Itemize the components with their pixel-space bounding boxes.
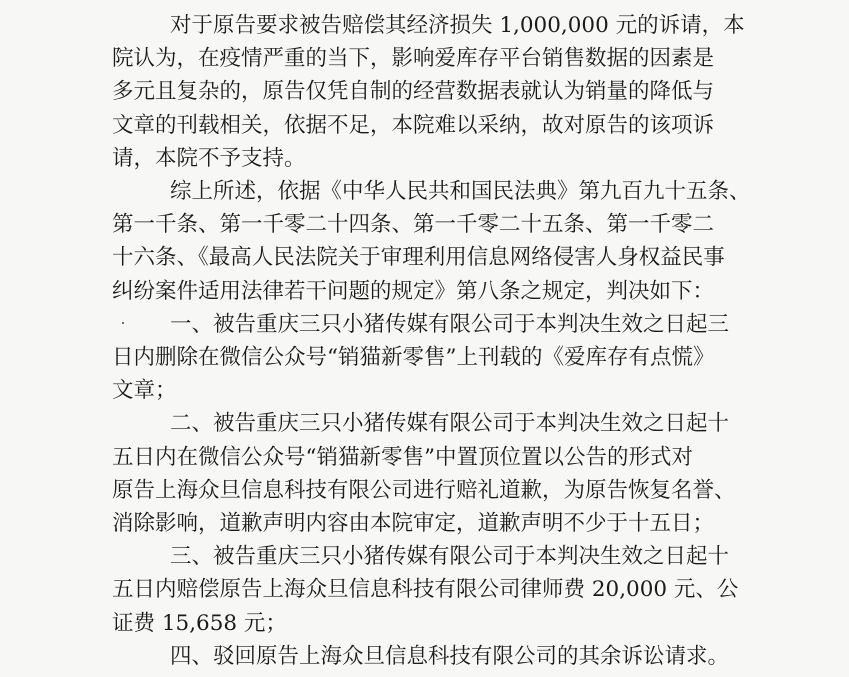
paragraph-line-5: 请，本院不予支持。 — [112, 145, 306, 171]
judgment-item-2-line-3: 原告上海众旦信息科技有限公司进行赔礼道歉，为原告恢复名誉、 — [112, 477, 736, 503]
judgment-item-2-line-2: 五日内在微信公众号“销猫新零售”中置顶位置以公告的形式对 — [112, 444, 693, 470]
judgment-item-2-line-1: 二、被告重庆三只小猪传媒有限公司于本判决生效之日起十 — [170, 411, 730, 437]
paragraph-line-3: 多元且复杂的，原告仅凭自制的经营数据表就认为销量的降低与 — [112, 79, 715, 105]
judgment-item-3-line-3: 证费 15,658 元； — [112, 610, 287, 636]
margin-mark — [122, 322, 124, 324]
judgment-item-3-line-1: 三、被告重庆三只小猪传媒有限公司于本判决生效之日起十 — [170, 544, 730, 570]
judgment-item-4: 四、驳回原告上海众旦信息科技有限公司的其余诉讼请求。 — [170, 643, 730, 669]
paragraph-line-8: 十六条、《最高人民法院关于审理利用信息网络侵害人身权益民事 — [112, 245, 725, 271]
judgment-item-1-line-2: 日内删除在微信公众号“销猫新零售”上刊载的《爱库存有点慌》 — [112, 345, 715, 370]
judgment-item-3-line-2: 五日内赔偿原告上海众旦信息科技有限公司律师费 20,000 元、公 — [112, 577, 739, 603]
paragraph-line-4: 文章的刊载相关，依据不足，本院难以采纳，故对原告的该项诉 — [112, 112, 715, 138]
judgment-item-1-line-1: 一、被告重庆三只小猪传媒有限公司于本判决生效之日起三 — [170, 311, 730, 337]
paragraph-line-7: 第一千条、第一千零二十四条、第一千零二十五条、第一千零二 — [112, 212, 715, 238]
paragraph-line-9: 纠纷案件适用法律若干问题的规定》第八条之规定，判决如下： — [112, 278, 715, 304]
judgment-item-1-line-3: 文章； — [112, 378, 177, 404]
paragraph-line-2: 院认为，在疫情严重的当下，影响爱库存平台销售数据的因素是 — [112, 46, 715, 72]
paragraph-line-6: 综上所述，依据《中华人民共和国民法典》第九百九十五条、 — [170, 179, 751, 204]
judgment-item-2-line-4: 消除影响，道歉声明内容由本院审定，道歉声明不少于十五日； — [112, 511, 715, 536]
paragraph-line-1: 对于原告要求被告赔偿其经济损失 1,000,000 元的诉请，本 — [170, 13, 745, 38]
